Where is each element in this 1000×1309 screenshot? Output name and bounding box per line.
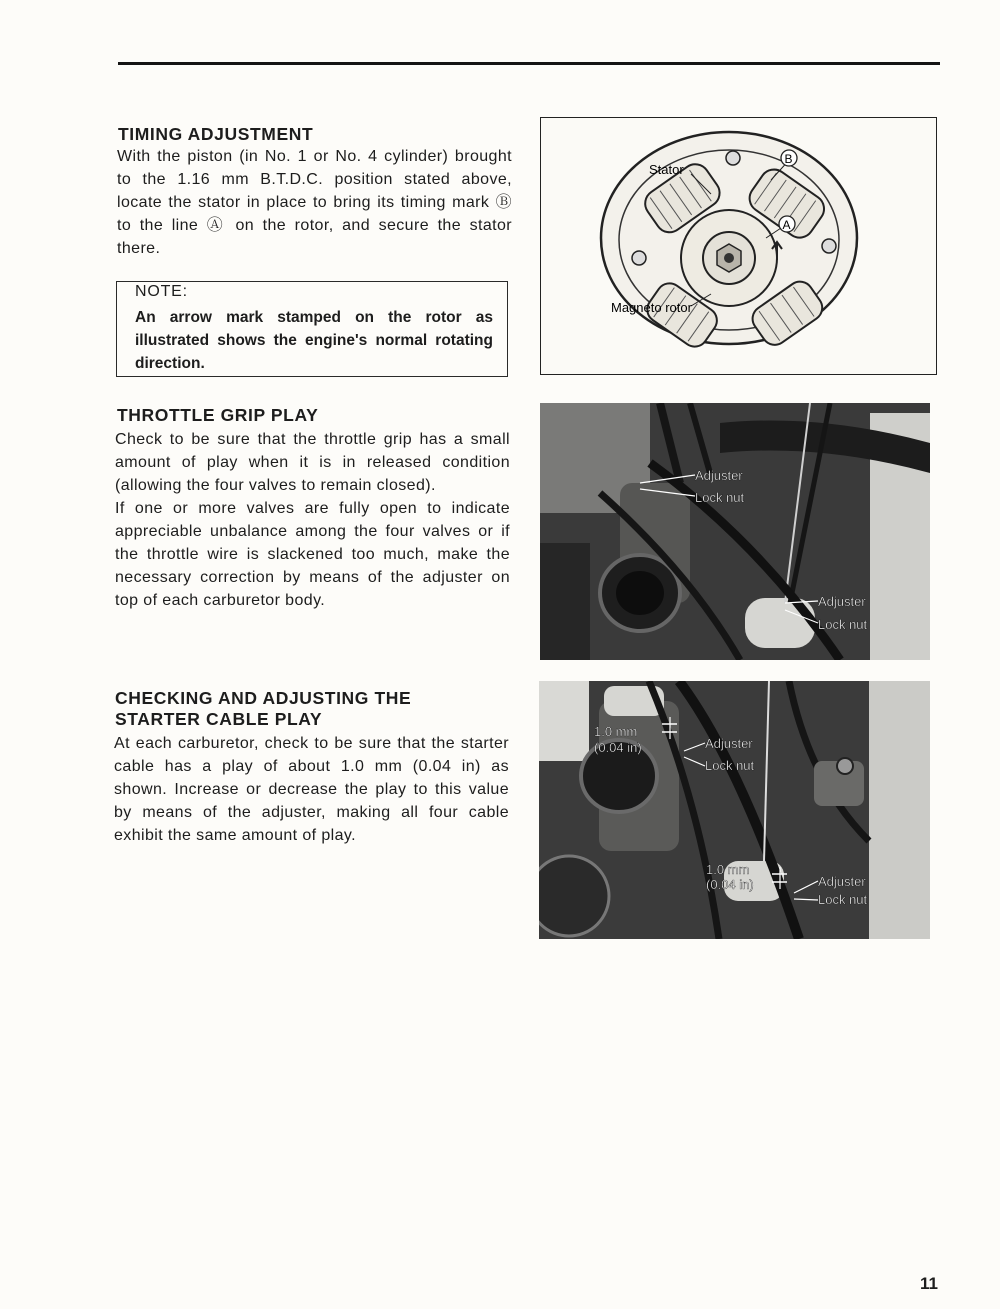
top-rule — [118, 62, 940, 65]
mark-a: A — [782, 218, 791, 232]
timing-body: With the piston (in No. 1 or No. 4 cylinder) brought to the 1.16 mm B.T.D.C. position stated above, locate the stator in place to bring its timing mark Ⓑ to the line Ⓐ on the rotor, and secure the stator there. — [117, 148, 512, 257]
magneto-rotor-label: Magneto rotor — [611, 300, 692, 315]
throttle-adjuster-1: Adjuster — [695, 468, 743, 483]
throttle-photo — [540, 403, 930, 660]
magneto-figure — [540, 117, 937, 375]
throttle-locknut-1: Lock nut — [695, 490, 745, 505]
starter-body: At each carburetor, check to be sure that the starter cable has a play of about 1.0 mm (0.04 in) as shown. Increase or decrease the play to this value by means of the adjuster, making all four cable exhibit the same amount of play. — [114, 735, 509, 844]
starter-gap-in-2: (0.04 in) — [706, 877, 754, 892]
note-title: NOTE: — [135, 283, 188, 300]
starter-gap-in-1: (0.04 in) — [594, 740, 642, 755]
starter-heading-line-2: STARTER CABLE PLAY — [115, 709, 323, 729]
throttle-body-block — [115, 428, 510, 612]
throttle-photo-illustration — [540, 403, 930, 660]
timing-heading: TIMING ADJUSTMENT — [118, 124, 314, 144]
starter-locknut-1: Lock nut — [705, 758, 755, 773]
throttle-para-2: If one or more valves are fully open to indicate appreciable unbalance among the four valves or if the throttle wire is slackened too much, make the necessary correction by means of the adjuster on top of each carburetor body. — [115, 500, 510, 609]
starter-gap-mm-2: 1.0 mm — [706, 862, 750, 877]
note-text: An arrow mark stamped on the rotor as illustrated shows the engine's normal rotating direction. — [135, 309, 493, 372]
stator-label: Stator — [649, 162, 684, 177]
starter-photo-illustration — [539, 681, 930, 939]
throttle-locknut-2: Lock nut — [818, 617, 868, 632]
throttle-para-1: Check to be sure that the throttle grip has a small amount of play when it is in released condition (allowing the four valves to remain closed). — [115, 431, 510, 494]
starter-adjuster-2: Adjuster — [818, 874, 866, 889]
mark-b: B — [784, 152, 793, 166]
timing-body-block — [117, 145, 512, 260]
throttle-adjuster-2: Adjuster — [818, 594, 866, 609]
note-box — [116, 281, 508, 377]
magneto-diagram — [541, 118, 935, 373]
starter-photo — [539, 681, 930, 939]
page-number: 11 — [920, 1274, 938, 1293]
starter-heading-line-1: CHECKING AND ADJUSTING THE — [115, 688, 412, 708]
throttle-heading: THROTTLE GRIP PLAY — [117, 405, 319, 425]
starter-gap-mm-1: 1.0 mm — [594, 724, 638, 739]
starter-body-block — [114, 732, 509, 847]
starter-locknut-2: Lock nut — [818, 892, 868, 907]
starter-adjuster-1: Adjuster — [705, 736, 753, 751]
